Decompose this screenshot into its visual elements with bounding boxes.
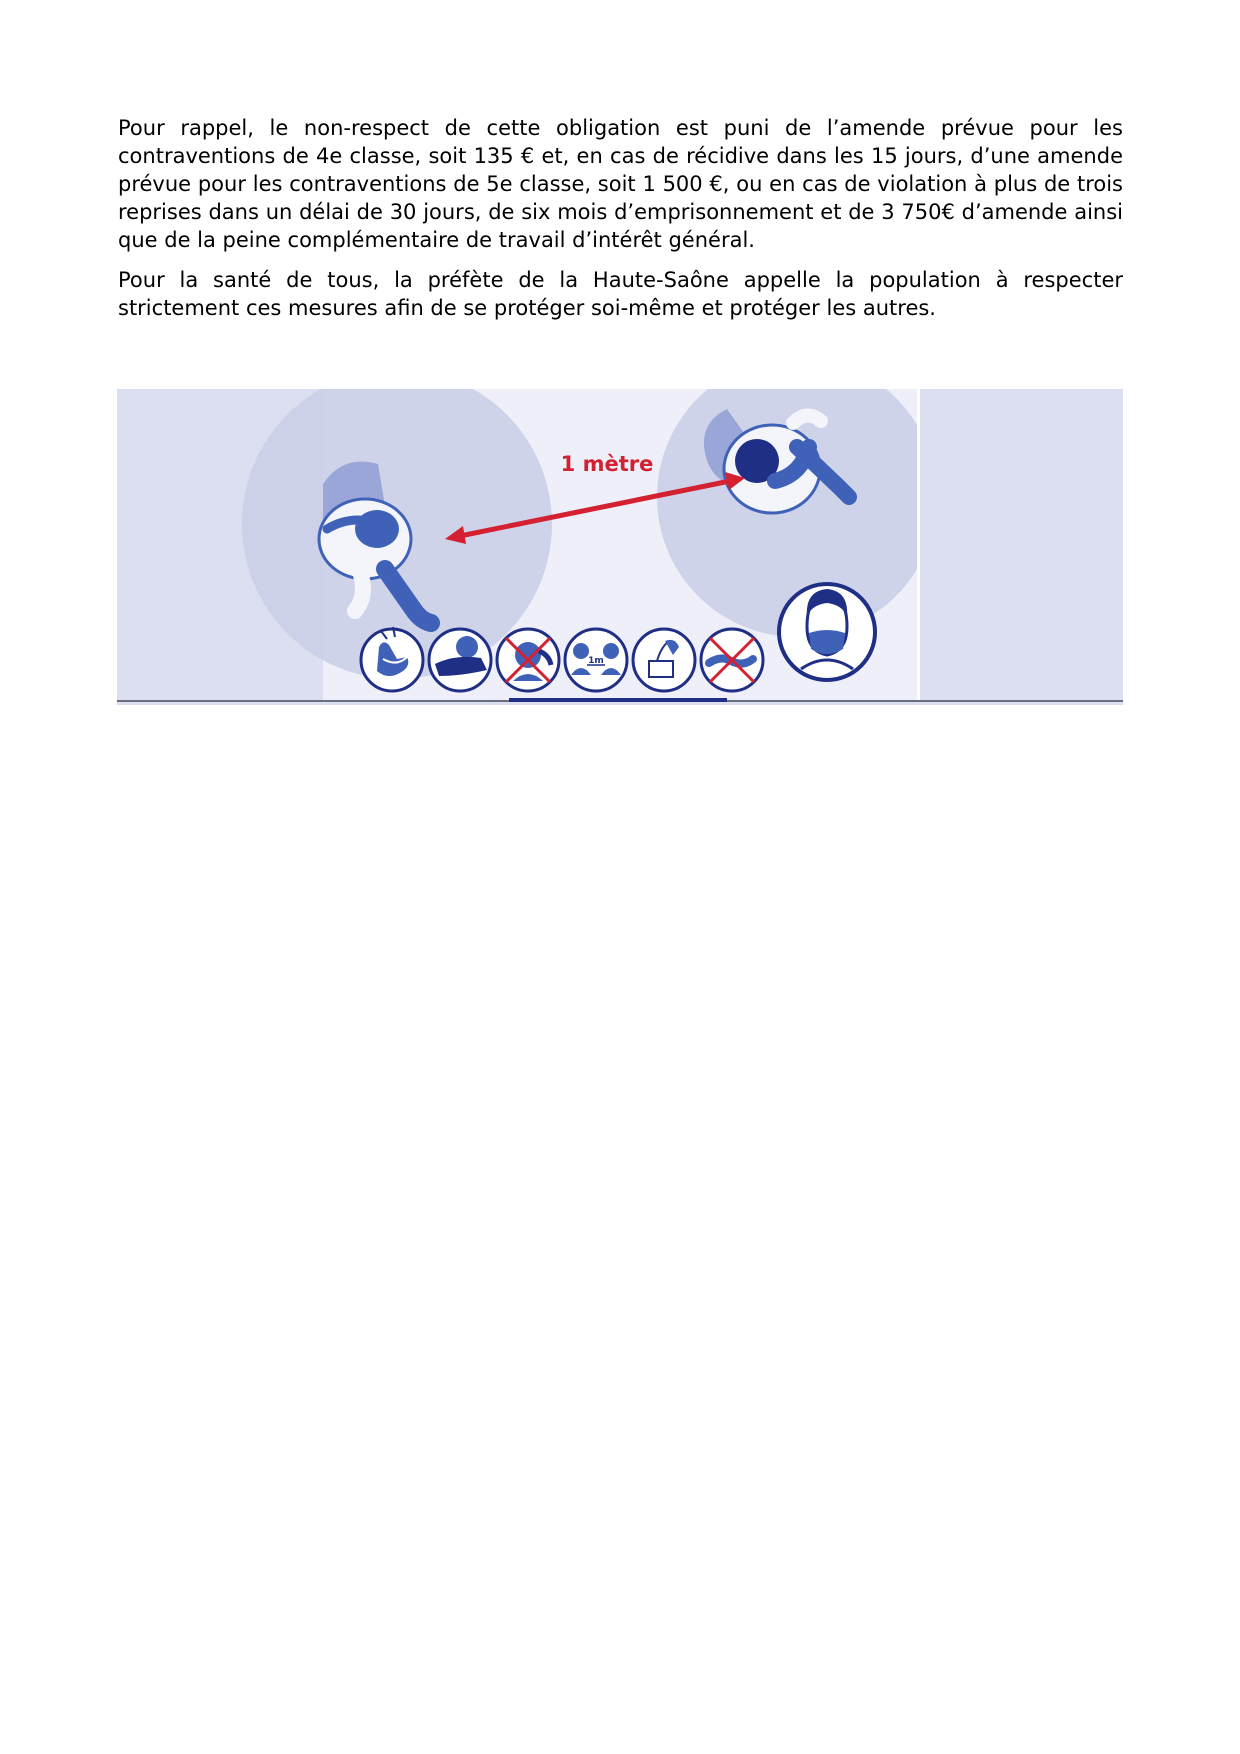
single-use-tissue-icon [633, 629, 695, 691]
distance-1m-icon [565, 629, 627, 691]
paragraph-appeal: Pour la santé de tous, la préfète de la Haute-Saône appelle la population à respecter strictement ces mesures afin de se protéger soi-même et protéger les autres. [118, 268, 1123, 320]
no-handshake-icon [701, 629, 763, 691]
no-face-touching-icon [497, 629, 559, 691]
hand-washing-icon [361, 627, 423, 691]
distance-label: 1 mètre [560, 452, 654, 476]
cough-in-elbow-icon [429, 629, 491, 691]
face-mask-icon [779, 584, 875, 680]
paragraph-penalties: Pour rappel, le non-respect de cette obligation est puni de l’amende prévue pour les contraventions de 4e classe, soit 135 € et, en cas de récidive dans les 15 jours, d’une amende prévue pour les contraventions de 5e classe, soit 1 500 €, ou en cas de violation à plus de trois reprises dans un délai de 30 jours, de six mois d’emprisonnement et de 3 750€ d’amende ainsi que de la peine complémentaire de travail d’intérêt général. [118, 116, 1123, 252]
barrier-gestures-illustration [117, 389, 1123, 705]
body-text [118, 114, 1123, 334]
icon-distance-label: 1m [588, 656, 604, 666]
